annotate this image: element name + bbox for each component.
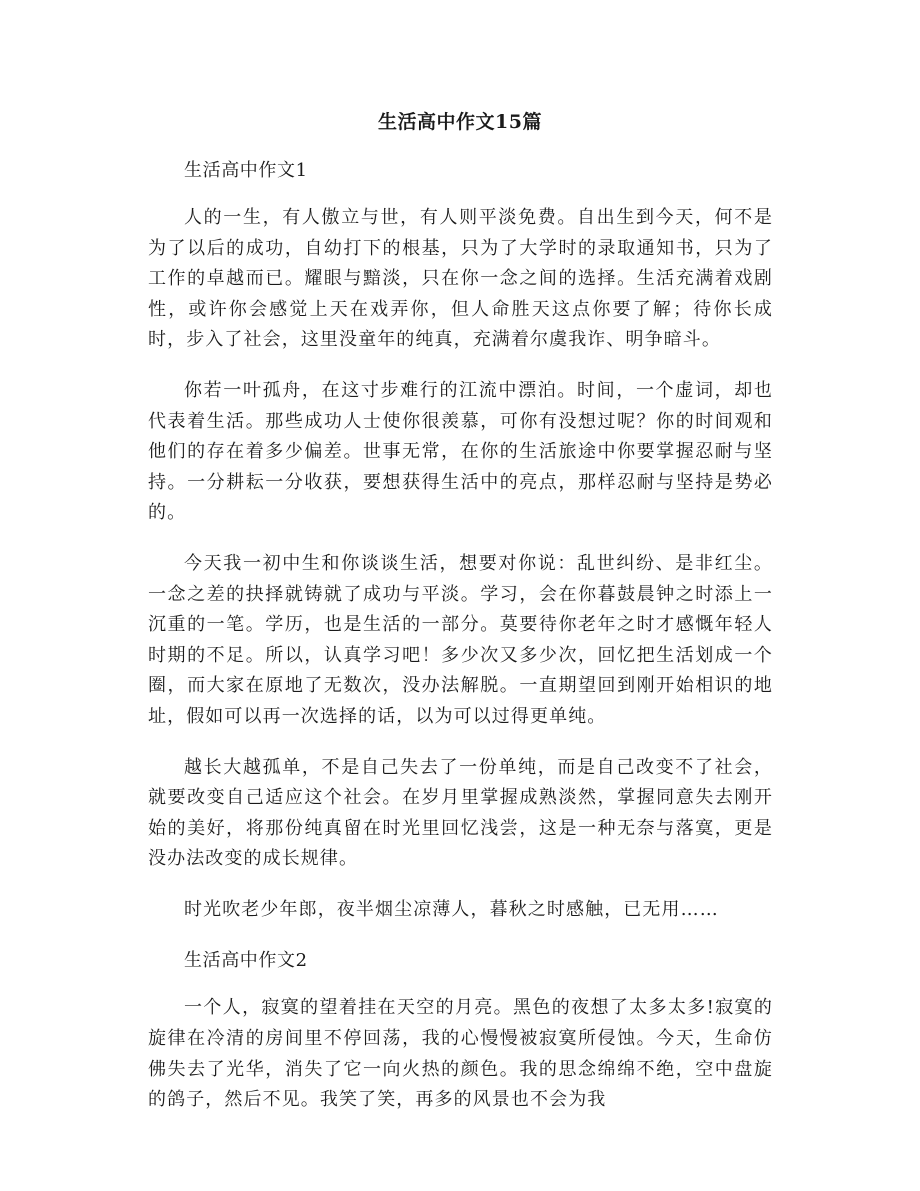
paragraph: 今天我一初中生和你谈谈生活，想要对你说：乱世纠纷、是非红尘。一念之差的抉择就铸就了成功与平淡。学习，会在你暮鼓晨钟之时添上一沉重的一笔。学历，也是生活的一部分。莫要待你老年之时才感慨年轻人时期的不足。所以，认真学习吧！多少次又多少次，回忆把生活划成一个圈，而大家在原地了无数次，没办法解脱。一直期望回到刚开始相识的地址，假如可以再一次选择的话，以为可以过得更单纯。 xyxy=(148,552,773,727)
section-heading-2: 生活高中作文2 xyxy=(184,950,308,972)
section-heading-1: 生活高中作文1 xyxy=(184,160,308,181)
document-title: 生活高中作文15篇 xyxy=(378,111,542,133)
paragraph: 时光吹老少年郎，夜半烟尘凉薄人，暮秋之时感触，已无用…… xyxy=(184,898,719,920)
paragraph: 你若一叶孤舟，在这寸步难行的江流中漂泊。时间，一个虚词，却也代表着生活。那些成功人士使你很羡慕，可你有没想过呢？你的时间观和他们的存在着多少偏差。世事无常，在你的生活旅途中你要掌握忍耐与坚持。一分耕耘一分收获，要想获得生活中的亮点，那样忍耐与坚持是势必的。 xyxy=(148,379,773,524)
document-body xyxy=(148,155,773,1116)
paragraph: 越长大越孤单，不是自己失去了一份单纯，而是自己改变不了社会，就要改变自己适应这个社会。在岁月里掌握成熟淡然，掌握同意失去刚开始的美好，将那份纯真留在时光里回忆浅尝，这是一种无奈与落寞，更是没办法改变的成长规律。 xyxy=(148,756,773,870)
paragraph: 人的一生，有人傲立与世，有人则平淡免费。自出生到今天，何不是为了以后的成功，自幼打下的根基，只为了大学时的录取通知书，只为了工作的卓越而已。耀眼与黯淡，只在你一念之间的选择。生活充满着戏剧性，或许你会感觉上天在戏弄你，但人命胜天这点你要了解；待你长成时，步入了社会，这里没童年的纯真，充满着尔虞我诈、明争暗斗。 xyxy=(148,207,773,351)
paragraph: 一个人，寂寞的望着挂在天空的月亮。黑色的夜想了太多太多!寂寞的旋律在冷清的房间里不停回荡，我的心慢慢被寂寞所侵蚀。今天，生命仿佛失去了光华，消失了它一向火热的颜色。我的思念绵绵不绝，空中盘旋的鸽子，然后不见。我笑了笑，再多的风景也不会为我 xyxy=(148,997,773,1111)
